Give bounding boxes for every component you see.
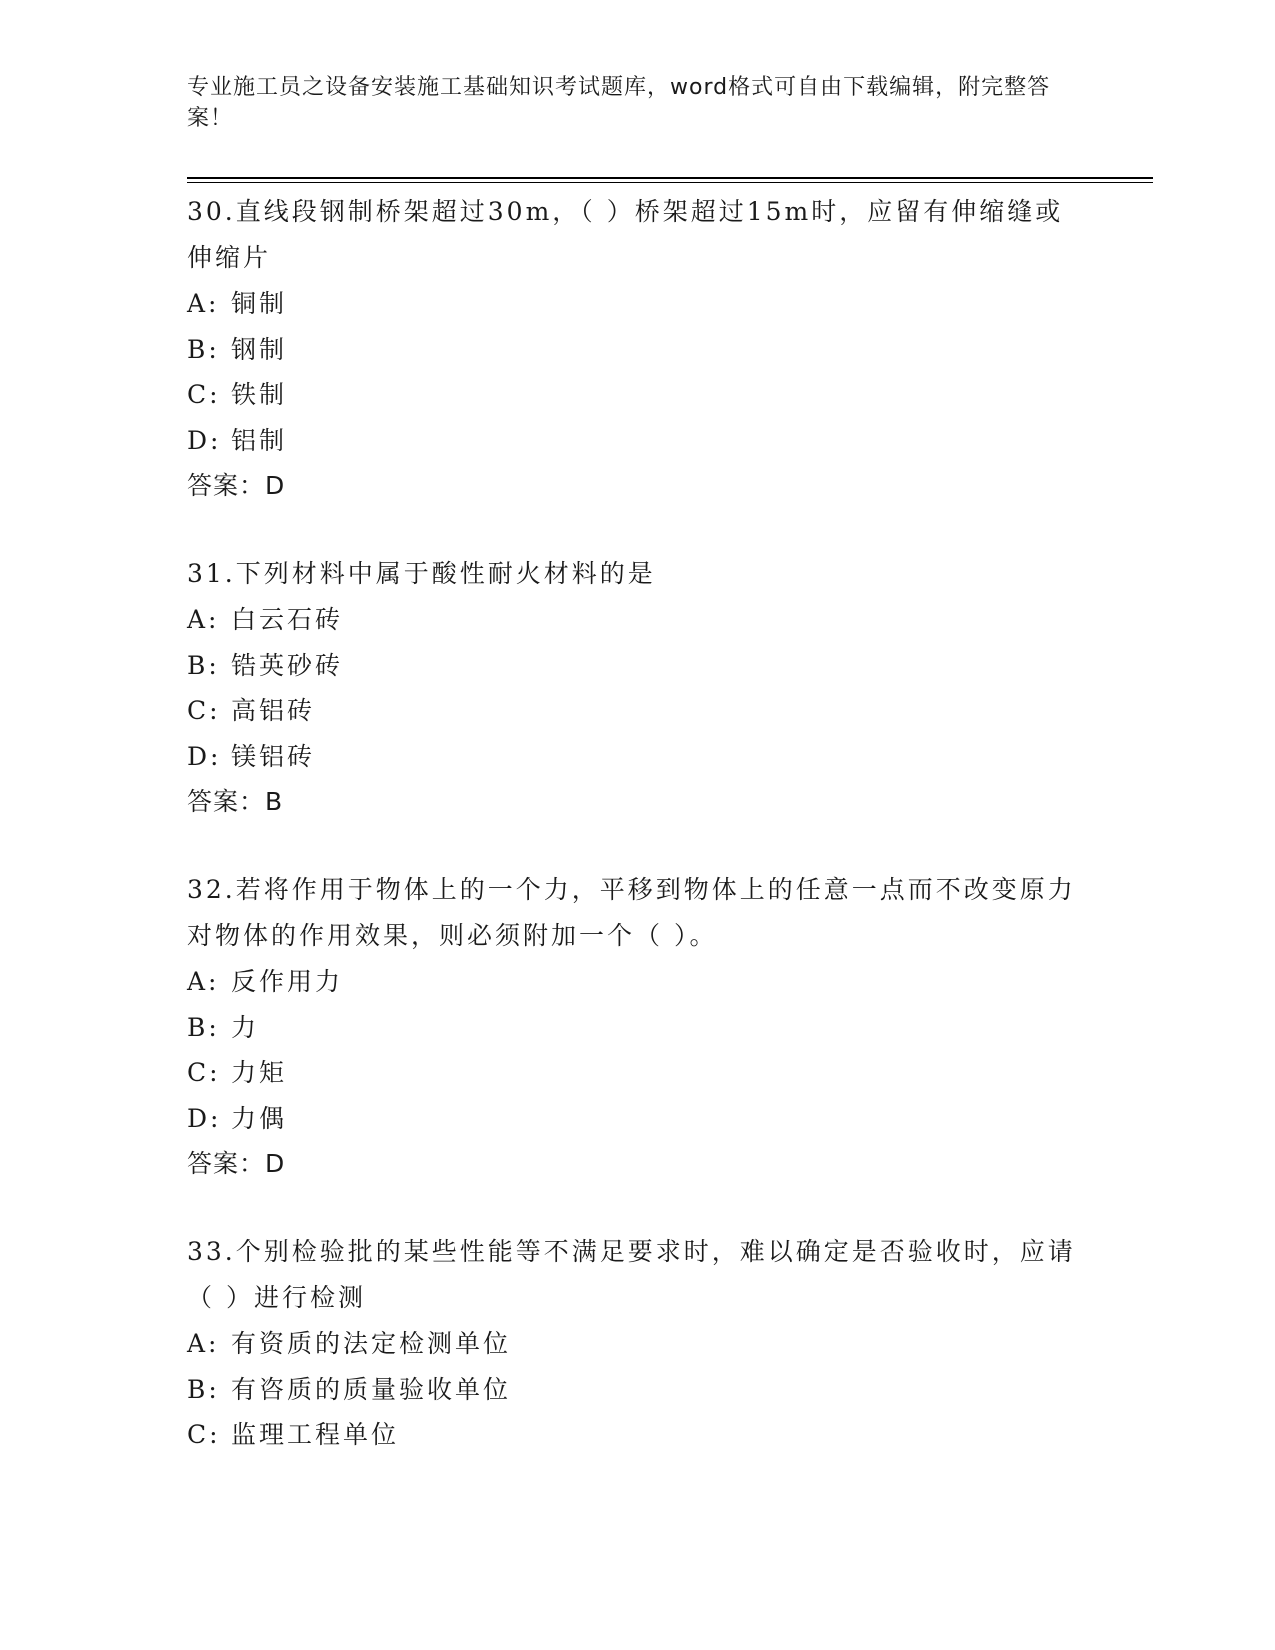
option-letter: A: xyxy=(187,605,220,634)
option-text: 铝制 xyxy=(231,425,288,455)
header-divider-thin xyxy=(187,182,1153,183)
option-text: 钢制 xyxy=(231,334,288,364)
option-b xyxy=(187,1005,1087,1051)
question-item xyxy=(187,551,1087,824)
option-letter: C: xyxy=(187,380,221,409)
answer-line: 答案：D xyxy=(187,471,286,500)
option-text: 有咨质的质量验收单位 xyxy=(231,1374,512,1404)
option-text: 力偶 xyxy=(231,1103,288,1133)
option-d xyxy=(187,418,1087,464)
option-letter: B: xyxy=(187,1012,220,1042)
option-text: 白云石砖 xyxy=(231,605,344,634)
question-stem: 30.直线段钢制桥架超过30m，（ ）桥架超过15m时，应留有伸缩缝或伸缩片 xyxy=(187,197,1064,272)
option-d xyxy=(187,734,1087,780)
option-c xyxy=(187,372,1087,418)
option-letter: C: xyxy=(187,1420,221,1449)
question-stem: 31.下列材料中属于酸性耐火材料的是 xyxy=(187,559,656,588)
option-d xyxy=(187,1096,1087,1142)
option-text: 力矩 xyxy=(231,1058,288,1087)
option-text: 镁铝砖 xyxy=(231,741,316,771)
option-letter: D: xyxy=(187,425,222,455)
option-text: 铁制 xyxy=(231,380,288,409)
option-text: 高铝砖 xyxy=(231,696,316,725)
question-list xyxy=(187,189,1087,1501)
option-letter: C: xyxy=(187,1058,221,1087)
option-a xyxy=(187,1321,1087,1367)
option-b xyxy=(187,643,1087,689)
option-letter: B: xyxy=(187,650,220,680)
option-c xyxy=(187,1412,1087,1458)
option-letter: D: xyxy=(187,1103,222,1133)
option-c xyxy=(187,1050,1087,1096)
option-letter: B: xyxy=(187,1374,220,1404)
option-c xyxy=(187,688,1087,734)
option-letter: A: xyxy=(187,289,220,318)
option-a xyxy=(187,597,1087,643)
option-a xyxy=(187,959,1087,1005)
option-b xyxy=(187,1367,1087,1413)
document-header-title: 专业施工员之设备安装施工基础知识考试题库，word格式可自由下载编辑，附完整答案！ xyxy=(187,75,1051,131)
question-item xyxy=(187,867,1087,1186)
option-letter: C: xyxy=(187,696,221,725)
option-text: 力 xyxy=(231,1012,260,1042)
option-letter: A: xyxy=(187,967,220,996)
option-letter: D: xyxy=(187,741,222,771)
option-text: 锆英砂砖 xyxy=(231,650,344,680)
option-b xyxy=(187,327,1087,373)
answer-line: 答案：B xyxy=(187,787,284,816)
question-item xyxy=(187,1229,1087,1458)
question-stem: 33.个别检验批的某些性能等不满足要求时，难以确定是否验收时，应请（ ）进行检测 xyxy=(187,1237,1076,1312)
option-text: 反作用力 xyxy=(231,967,344,996)
question-stem: 32.若将作用于物体上的一个力，平移到物体上的任意一点而不改变原力对物体的作用效果，则必须附加一个（ ）。 xyxy=(187,875,1076,950)
option-letter: A: xyxy=(187,1329,220,1358)
option-text: 有资质的法定检测单位 xyxy=(231,1329,512,1358)
answer-line: 答案：D xyxy=(187,1149,286,1178)
option-text: 监理工程单位 xyxy=(231,1420,400,1449)
option-a xyxy=(187,281,1087,327)
question-item xyxy=(187,189,1087,508)
option-letter: B: xyxy=(187,334,220,364)
option-text: 铜制 xyxy=(231,289,288,318)
header-divider-thick xyxy=(187,177,1153,179)
